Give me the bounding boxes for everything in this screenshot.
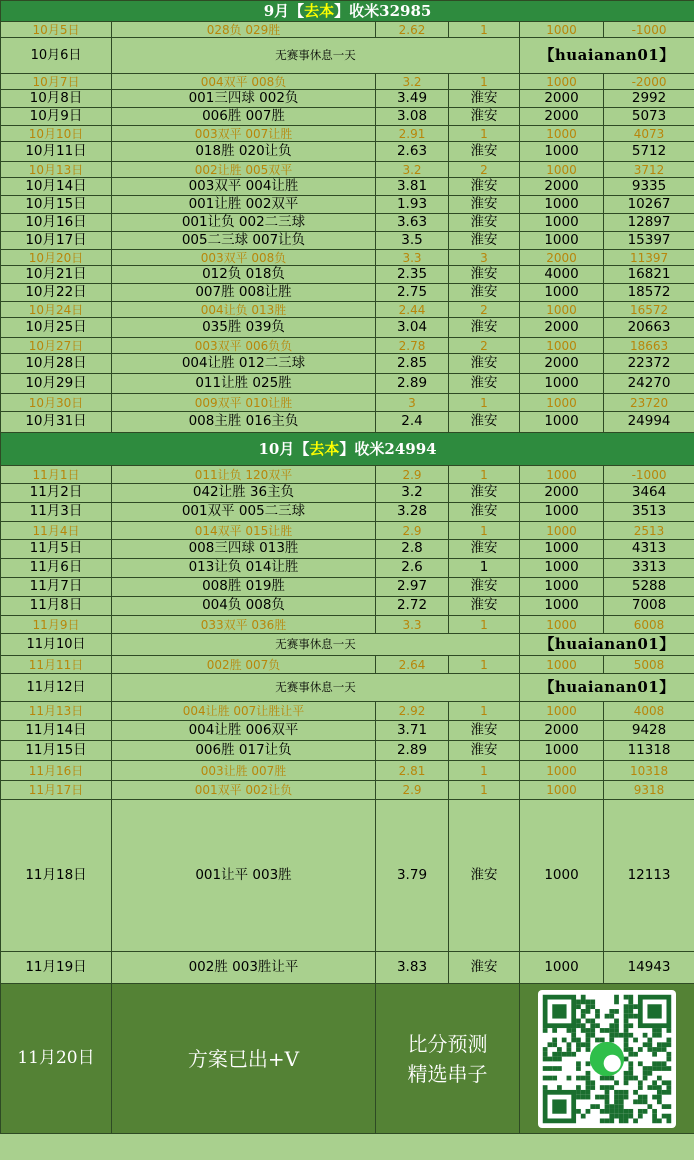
odds-cell: 2.9 bbox=[376, 466, 449, 484]
table-row bbox=[1, 232, 694, 250]
status-cell: 淮安 bbox=[449, 90, 520, 108]
table-row bbox=[1, 540, 694, 559]
pick-cell: 002让胜 005双平 bbox=[112, 162, 376, 178]
odds-cell: 2.85 bbox=[376, 354, 449, 374]
odds-cell: 2.64 bbox=[376, 656, 449, 674]
date-cell: 11月3日 bbox=[1, 503, 112, 522]
stake-cell: 1000 bbox=[520, 394, 604, 412]
pick-cell: 004负 008负 bbox=[112, 597, 376, 616]
stake-cell: 1000 bbox=[520, 338, 604, 354]
status-cell: 1 bbox=[449, 761, 520, 781]
pick-cell: 004让胜 006双平 bbox=[112, 721, 376, 741]
table-row bbox=[1, 214, 694, 232]
running-total-cell: 3464 bbox=[604, 484, 694, 503]
odds-cell: 2.91 bbox=[376, 126, 449, 142]
running-total-cell: 18663 bbox=[604, 338, 694, 354]
running-total-cell: 2513 bbox=[604, 522, 694, 540]
stake-cell: 1000 bbox=[520, 466, 604, 484]
pick-cell: 007胜 008让胜 bbox=[112, 284, 376, 302]
table-row bbox=[1, 634, 694, 656]
date-cell: 11月12日 bbox=[1, 674, 112, 702]
table-row bbox=[1, 597, 694, 616]
promo-footer-row bbox=[1, 984, 694, 1134]
date-cell: 11月5日 bbox=[1, 540, 112, 559]
date-cell: 10月29日 bbox=[1, 374, 112, 394]
odds-cell: 2.89 bbox=[376, 741, 449, 761]
stake-cell: 1000 bbox=[520, 74, 604, 90]
status-cell: 淮安 bbox=[449, 354, 520, 374]
pick-cell: 001让胜 002双平 bbox=[112, 196, 376, 214]
date-cell: 10月16日 bbox=[1, 214, 112, 232]
odds-cell: 3.2 bbox=[376, 74, 449, 90]
date-cell: 10月30日 bbox=[1, 394, 112, 412]
date-cell: 10月28日 bbox=[1, 354, 112, 374]
date-cell: 11月6日 bbox=[1, 559, 112, 578]
odds-cell: 2.75 bbox=[376, 284, 449, 302]
date-cell: 10月24日 bbox=[1, 302, 112, 318]
pick-cell: 014双平 015让胜 bbox=[112, 522, 376, 540]
running-total-cell: 15397 bbox=[604, 232, 694, 250]
pick-cell: 012负 018负 bbox=[112, 266, 376, 284]
status-cell: 1 bbox=[449, 126, 520, 142]
running-total-cell: 24270 bbox=[604, 374, 694, 394]
running-total-cell: 3313 bbox=[604, 559, 694, 578]
odds-cell: 2.6 bbox=[376, 559, 449, 578]
odds-cell: 3.5 bbox=[376, 232, 449, 250]
status-cell: 淮安 bbox=[449, 142, 520, 162]
pick-cell: 009双平 010让胜 bbox=[112, 394, 376, 412]
running-total-cell: 24994 bbox=[604, 412, 694, 433]
stake-cell: 1000 bbox=[520, 702, 604, 721]
rest-day-message: 无赛事休息一天 bbox=[112, 674, 520, 702]
odds-cell: 2.4 bbox=[376, 412, 449, 433]
status-cell: 2 bbox=[449, 302, 520, 318]
running-total-cell: -2000 bbox=[604, 74, 694, 90]
pick-cell: 013让负 014让胜 bbox=[112, 559, 376, 578]
odds-cell: 3.28 bbox=[376, 503, 449, 522]
date-cell: 10月11日 bbox=[1, 142, 112, 162]
pick-cell: 004让负 013胜 bbox=[112, 302, 376, 318]
status-cell: 1 bbox=[449, 466, 520, 484]
status-cell: 淮安 bbox=[449, 214, 520, 232]
table-row bbox=[1, 90, 694, 108]
pick-cell: 003双平 006负负 bbox=[112, 338, 376, 354]
stake-cell: 1000 bbox=[520, 800, 604, 952]
odds-cell: 2.9 bbox=[376, 522, 449, 540]
odds-cell: 2.97 bbox=[376, 578, 449, 597]
odds-cell: 2.8 bbox=[376, 540, 449, 559]
status-cell: 淮安 bbox=[449, 578, 520, 597]
status-cell: 3 bbox=[449, 250, 520, 266]
qr-code-cell bbox=[520, 984, 694, 1134]
stake-cell: 1000 bbox=[520, 162, 604, 178]
pick-cell: 008胜 019胜 bbox=[112, 578, 376, 597]
date-cell: 11月13日 bbox=[1, 702, 112, 721]
table-row bbox=[1, 178, 694, 196]
odds-cell: 3.83 bbox=[376, 952, 449, 984]
status-cell: 淮安 bbox=[449, 232, 520, 250]
running-total-cell: 12113 bbox=[604, 800, 694, 952]
month-summary-header bbox=[1, 1, 694, 22]
stake-cell: 1000 bbox=[520, 284, 604, 302]
footer-date: 11月20日 bbox=[1, 984, 112, 1134]
date-cell: 11月7日 bbox=[1, 578, 112, 597]
pick-cell: 006胜 017让负 bbox=[112, 741, 376, 761]
odds-cell: 2.92 bbox=[376, 702, 449, 721]
table-row bbox=[1, 559, 694, 578]
running-total-cell: 4313 bbox=[604, 540, 694, 559]
date-cell: 11月15日 bbox=[1, 741, 112, 761]
date-cell: 10月10日 bbox=[1, 126, 112, 142]
date-cell: 11月17日 bbox=[1, 781, 112, 800]
odds-cell: 2.62 bbox=[376, 22, 449, 38]
summary-suffix: 】收米24994 bbox=[339, 439, 437, 458]
pick-cell: 008主胜 016主负 bbox=[112, 412, 376, 433]
odds-cell: 3.3 bbox=[376, 616, 449, 634]
date-cell: 10月7日 bbox=[1, 74, 112, 90]
pick-cell: 002胜 007负 bbox=[112, 656, 376, 674]
contact-tag: 【huaianan01】 bbox=[520, 38, 694, 74]
pick-cell: 004双平 008负 bbox=[112, 74, 376, 90]
stake-cell: 1000 bbox=[520, 232, 604, 250]
date-cell: 10月22日 bbox=[1, 284, 112, 302]
running-total-cell: 5712 bbox=[604, 142, 694, 162]
odds-cell: 2.78 bbox=[376, 338, 449, 354]
status-cell: 淮安 bbox=[449, 721, 520, 741]
summary-highlight: 去本 bbox=[304, 1, 335, 20]
status-cell: 淮安 bbox=[449, 196, 520, 214]
pick-cell: 008三四球 013胜 bbox=[112, 540, 376, 559]
stake-cell: 2000 bbox=[520, 318, 604, 338]
summary-prefix: 10月【 bbox=[258, 439, 310, 458]
status-cell: 淮安 bbox=[449, 374, 520, 394]
status-cell: 1 bbox=[449, 559, 520, 578]
date-cell: 11月16日 bbox=[1, 761, 112, 781]
pick-cell: 001双平 005二三球 bbox=[112, 503, 376, 522]
summary-prefix: 9月【 bbox=[263, 1, 305, 20]
pick-cell: 001双平 002让负 bbox=[112, 781, 376, 800]
table-row bbox=[1, 74, 694, 90]
running-total-cell: 11397 bbox=[604, 250, 694, 266]
table-row bbox=[1, 142, 694, 162]
table-row bbox=[1, 394, 694, 412]
stake-cell: 1000 bbox=[520, 302, 604, 318]
date-cell: 11月1日 bbox=[1, 466, 112, 484]
running-total-cell: 5008 bbox=[604, 656, 694, 674]
pick-cell: 003双平 007让胜 bbox=[112, 126, 376, 142]
running-total-cell: -1000 bbox=[604, 22, 694, 38]
pick-cell: 035胜 039负 bbox=[112, 318, 376, 338]
odds-cell: 3.49 bbox=[376, 90, 449, 108]
stake-cell: 2000 bbox=[520, 90, 604, 108]
status-cell: 淮安 bbox=[449, 597, 520, 616]
pick-cell: 001让负 002二三球 bbox=[112, 214, 376, 232]
running-total-cell: 6008 bbox=[604, 616, 694, 634]
status-cell: 2 bbox=[449, 162, 520, 178]
table-row bbox=[1, 22, 694, 38]
stake-cell: 1000 bbox=[520, 616, 604, 634]
table-row bbox=[1, 761, 694, 781]
odds-cell: 2.72 bbox=[376, 597, 449, 616]
running-total-cell: 20663 bbox=[604, 318, 694, 338]
table-row bbox=[1, 126, 694, 142]
date-cell: 11月19日 bbox=[1, 952, 112, 984]
running-total-cell: 16572 bbox=[604, 302, 694, 318]
stake-cell: 1000 bbox=[520, 597, 604, 616]
date-cell: 10月13日 bbox=[1, 162, 112, 178]
running-total-cell: 16821 bbox=[604, 266, 694, 284]
running-total-cell: 3513 bbox=[604, 503, 694, 522]
table-row bbox=[1, 196, 694, 214]
status-cell: 淮安 bbox=[449, 318, 520, 338]
date-cell: 10月8日 bbox=[1, 90, 112, 108]
prediction-line-1: 比分预测 bbox=[407, 1031, 488, 1056]
stake-cell: 4000 bbox=[520, 266, 604, 284]
status-cell: 1 bbox=[449, 22, 520, 38]
stake-cell: 1000 bbox=[520, 374, 604, 394]
status-cell: 淮安 bbox=[449, 108, 520, 126]
date-cell: 10月27日 bbox=[1, 338, 112, 354]
stake-cell: 2000 bbox=[520, 108, 604, 126]
running-total-cell: 14943 bbox=[604, 952, 694, 984]
wechat-qr-code-icon bbox=[538, 990, 676, 1128]
date-cell: 11月9日 bbox=[1, 616, 112, 634]
date-cell: 10月20日 bbox=[1, 250, 112, 266]
status-cell: 淮安 bbox=[449, 741, 520, 761]
running-total-cell: 5288 bbox=[604, 578, 694, 597]
pick-cell: 011让负 120双平 bbox=[112, 466, 376, 484]
status-cell: 淮安 bbox=[449, 503, 520, 522]
running-total-cell: 10318 bbox=[604, 761, 694, 781]
table-row bbox=[1, 616, 694, 634]
table-row bbox=[1, 466, 694, 484]
status-cell: 2 bbox=[449, 338, 520, 354]
status-cell: 1 bbox=[449, 781, 520, 800]
odds-cell: 2.89 bbox=[376, 374, 449, 394]
date-cell: 11月10日 bbox=[1, 634, 112, 656]
running-total-cell: -1000 bbox=[604, 466, 694, 484]
running-total-cell: 22372 bbox=[604, 354, 694, 374]
prediction-line-2: 精选串子 bbox=[407, 1061, 488, 1086]
table-row bbox=[1, 741, 694, 761]
running-total-cell: 11318 bbox=[604, 741, 694, 761]
date-cell: 10月6日 bbox=[1, 38, 112, 74]
stake-cell: 1000 bbox=[520, 741, 604, 761]
table-row bbox=[1, 702, 694, 721]
date-cell: 11月8日 bbox=[1, 597, 112, 616]
stake-cell: 1000 bbox=[520, 761, 604, 781]
table-row bbox=[1, 484, 694, 503]
date-cell: 10月9日 bbox=[1, 108, 112, 126]
stake-cell: 1000 bbox=[520, 412, 604, 433]
table-row bbox=[1, 338, 694, 354]
pick-cell: 003让胜 007胜 bbox=[112, 761, 376, 781]
stake-cell: 1000 bbox=[520, 196, 604, 214]
table-row bbox=[1, 284, 694, 302]
pick-cell: 001三四球 002负 bbox=[112, 90, 376, 108]
date-cell: 10月14日 bbox=[1, 178, 112, 196]
odds-cell: 3.79 bbox=[376, 800, 449, 952]
running-total-cell: 23720 bbox=[604, 394, 694, 412]
odds-cell: 3 bbox=[376, 394, 449, 412]
odds-cell: 3.04 bbox=[376, 318, 449, 338]
pick-cell: 018胜 020让负 bbox=[112, 142, 376, 162]
status-cell: 淮安 bbox=[449, 284, 520, 302]
status-cell: 淮安 bbox=[449, 540, 520, 559]
odds-cell: 2.81 bbox=[376, 761, 449, 781]
stake-cell: 2000 bbox=[520, 484, 604, 503]
running-total-cell: 2992 bbox=[604, 90, 694, 108]
stake-cell: 1000 bbox=[520, 503, 604, 522]
stake-cell: 1000 bbox=[520, 781, 604, 800]
contact-tag: 【huaianan01】 bbox=[520, 634, 694, 656]
odds-cell: 2.35 bbox=[376, 266, 449, 284]
plan-released-label: 方案已出+V bbox=[112, 984, 376, 1134]
summary-highlight: 去本 bbox=[309, 439, 340, 458]
stake-cell: 1000 bbox=[520, 540, 604, 559]
odds-cell: 3.63 bbox=[376, 214, 449, 232]
table-row bbox=[1, 800, 694, 952]
table-row bbox=[1, 952, 694, 984]
pick-cell: 001让平 003胜 bbox=[112, 800, 376, 952]
date-cell: 11月11日 bbox=[1, 656, 112, 674]
pick-cell: 011让胜 025胜 bbox=[112, 374, 376, 394]
date-cell: 10月5日 bbox=[1, 22, 112, 38]
table-row bbox=[1, 503, 694, 522]
rest-day-message: 无赛事休息一天 bbox=[112, 38, 520, 74]
date-cell: 11月18日 bbox=[1, 800, 112, 952]
pick-cell: 002胜 003胜让平 bbox=[112, 952, 376, 984]
table-row bbox=[1, 674, 694, 702]
status-cell: 淮安 bbox=[449, 178, 520, 196]
status-cell: 淮安 bbox=[449, 412, 520, 433]
pick-cell: 005二三球 007让负 bbox=[112, 232, 376, 250]
running-total-cell: 4073 bbox=[604, 126, 694, 142]
pick-cell: 028负 029胜 bbox=[112, 22, 376, 38]
running-total-cell: 12897 bbox=[604, 214, 694, 232]
stake-cell: 1000 bbox=[520, 578, 604, 597]
month-summary-header bbox=[1, 433, 694, 466]
running-total-cell: 9318 bbox=[604, 781, 694, 800]
month-summary-title bbox=[1, 1, 694, 22]
odds-cell: 3.71 bbox=[376, 721, 449, 741]
running-total-cell: 9335 bbox=[604, 178, 694, 196]
date-cell: 10月25日 bbox=[1, 318, 112, 338]
table-row bbox=[1, 412, 694, 433]
month-summary-title bbox=[1, 433, 694, 466]
table-row bbox=[1, 522, 694, 540]
odds-cell: 3.2 bbox=[376, 484, 449, 503]
stake-cell: 1000 bbox=[520, 214, 604, 232]
summary-suffix: 】收米32985 bbox=[334, 1, 432, 20]
odds-cell: 2.9 bbox=[376, 781, 449, 800]
status-cell: 1 bbox=[449, 656, 520, 674]
odds-cell: 2.44 bbox=[376, 302, 449, 318]
date-cell: 11月4日 bbox=[1, 522, 112, 540]
stake-cell: 2000 bbox=[520, 178, 604, 196]
odds-cell: 3.08 bbox=[376, 108, 449, 126]
running-total-cell: 18572 bbox=[604, 284, 694, 302]
odds-cell: 1.93 bbox=[376, 196, 449, 214]
odds-cell: 3.81 bbox=[376, 178, 449, 196]
pick-cell: 004让胜 012二三球 bbox=[112, 354, 376, 374]
stake-cell: 1000 bbox=[520, 656, 604, 674]
pick-cell: 033双平 036胜 bbox=[112, 616, 376, 634]
date-cell: 10月31日 bbox=[1, 412, 112, 433]
status-cell: 1 bbox=[449, 522, 520, 540]
stake-cell: 1000 bbox=[520, 126, 604, 142]
status-cell: 1 bbox=[449, 74, 520, 90]
stake-cell: 1000 bbox=[520, 142, 604, 162]
table-row bbox=[1, 781, 694, 800]
status-cell: 淮安 bbox=[449, 484, 520, 503]
odds-cell: 3.3 bbox=[376, 250, 449, 266]
table-row bbox=[1, 266, 694, 284]
pick-cell: 004让胜 007让胜让平 bbox=[112, 702, 376, 721]
status-cell: 淮安 bbox=[449, 800, 520, 952]
table-row bbox=[1, 656, 694, 674]
date-cell: 10月17日 bbox=[1, 232, 112, 250]
date-cell: 11月14日 bbox=[1, 721, 112, 741]
stake-cell: 2000 bbox=[520, 250, 604, 266]
table-row bbox=[1, 108, 694, 126]
running-total-cell: 3712 bbox=[604, 162, 694, 178]
table-row bbox=[1, 374, 694, 394]
stake-cell: 2000 bbox=[520, 721, 604, 741]
prediction-promo bbox=[376, 984, 520, 1134]
table-row bbox=[1, 250, 694, 266]
date-cell: 11月2日 bbox=[1, 484, 112, 503]
table-row bbox=[1, 162, 694, 178]
table-row bbox=[1, 354, 694, 374]
stake-cell: 1000 bbox=[520, 559, 604, 578]
running-total-cell: 7008 bbox=[604, 597, 694, 616]
table-row bbox=[1, 318, 694, 338]
running-total-cell: 9428 bbox=[604, 721, 694, 741]
pick-cell: 042让胜 36主负 bbox=[112, 484, 376, 503]
date-cell: 10月21日 bbox=[1, 266, 112, 284]
pick-cell: 006胜 007胜 bbox=[112, 108, 376, 126]
running-total-cell: 10267 bbox=[604, 196, 694, 214]
qr-code-wrapper bbox=[520, 990, 694, 1128]
running-total-cell: 5073 bbox=[604, 108, 694, 126]
status-cell: 1 bbox=[449, 702, 520, 721]
status-cell: 淮安 bbox=[449, 266, 520, 284]
stake-cell: 1000 bbox=[520, 522, 604, 540]
stake-cell: 2000 bbox=[520, 354, 604, 374]
running-total-cell: 4008 bbox=[604, 702, 694, 721]
stake-cell: 1000 bbox=[520, 22, 604, 38]
pick-cell: 003双平 008负 bbox=[112, 250, 376, 266]
rest-day-message: 无赛事休息一天 bbox=[112, 634, 520, 656]
status-cell: 1 bbox=[449, 394, 520, 412]
table-row bbox=[1, 302, 694, 318]
stake-cell: 1000 bbox=[520, 952, 604, 984]
contact-tag: 【huaianan01】 bbox=[520, 674, 694, 702]
odds-cell: 3.2 bbox=[376, 162, 449, 178]
table-row bbox=[1, 721, 694, 741]
odds-cell: 2.63 bbox=[376, 142, 449, 162]
table-row bbox=[1, 578, 694, 597]
status-cell: 1 bbox=[449, 616, 520, 634]
pick-cell: 003双平 004让胜 bbox=[112, 178, 376, 196]
status-cell: 淮安 bbox=[449, 952, 520, 984]
table-row bbox=[1, 38, 694, 74]
date-cell: 10月15日 bbox=[1, 196, 112, 214]
